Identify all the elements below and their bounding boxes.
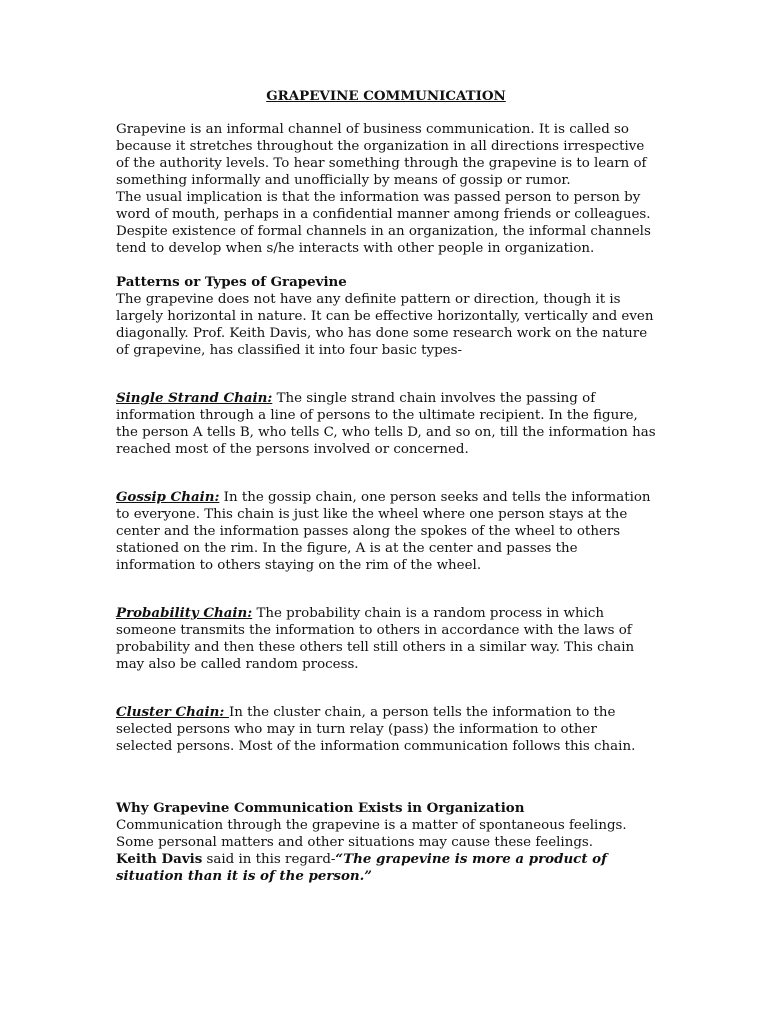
document-page (116, 88, 656, 885)
patterns-paragraph: The grapevine does not have any definite pattern or direction, though it is largely horizontal in nature. It can be effective horizontally, vertically and even diagonally. Prof. Keith Davis, who has done some research work on the nature of grapevine, has classified it into four basic types- (116, 292, 654, 358)
spacer (116, 574, 656, 605)
spacer (116, 755, 656, 800)
gossip-chain-paragraph (116, 489, 656, 574)
single-strand-text: The single strand chain involves the passing of information through a line of persons to the ultimate recipient. In the figure, the person A tells B, who tells C, who tells D, and so on, till the information has reached most of the persons involved or concerned. (116, 391, 656, 457)
spacer (116, 458, 656, 489)
quote-intro: said in this regard- (202, 852, 336, 867)
cluster-chain-paragraph (116, 704, 656, 755)
quote-text: “The grapevine is more a product of situation than it is of the person.” (116, 851, 607, 884)
why-paragraph: Communication through the grapevine is a matter of spontaneous feelings. Some personal matters and other situations may cause these feelings. (116, 818, 627, 850)
quote-author: Keith Davis (116, 851, 203, 867)
probability-chain-term: Probability Chain: (116, 605, 253, 621)
spacer (116, 257, 656, 274)
gossip-chain-text: In the gossip chain, one person seeks and tells the information to everyone. This chain is just like the wheel where one person stays at the center and the information passes along the spokes of the wheel to others stationed on the rim. In the figure, A is at the center and passes the information to others staying on the rim of the wheel. (116, 490, 651, 573)
probability-chain-text: The probability chain is a random process in which someone transmits the information to others in accordance with the laws of probability and then these others tell still others in a similar way. This chain may also be called random process. (116, 606, 635, 672)
single-strand-paragraph (116, 390, 656, 458)
single-strand-term: Single Strand Chain: (116, 390, 273, 406)
patterns-heading: Patterns or Types of Grapevine (116, 274, 347, 290)
spacer (116, 359, 656, 390)
intro-paragraph-2: The usual implication is that the information was passed person to person by word of mouth, perhaps in a confidential manner among friends or colleagues. (116, 190, 651, 222)
cluster-chain-term: Cluster Chain: (116, 704, 229, 720)
gossip-chain-term: Gossip Chain: (116, 489, 220, 505)
keith-davis-quote-paragraph (116, 851, 656, 885)
why-heading: Why Grapevine Communication Exists in Organization (116, 800, 525, 816)
intro-paragraph-1: Grapevine is an informal channel of business communication. It is called so because it stretches throughout the organization in all directions irrespective of the authority levels. To hear something through the grapevine is to learn of something informally and unofficially by means of gossip or rumor. (116, 122, 647, 188)
cluster-chain-text: In the cluster chain, a person tells the information to the selected persons who may in turn relay (pass) the information to other selected persons. Most of the information communication follows this chain. (116, 705, 636, 754)
spacer (116, 673, 656, 704)
document-title: GRAPEVINE COMMUNICATION (266, 88, 506, 104)
probability-chain-paragraph (116, 605, 656, 673)
intro-paragraph-3: Despite existence of formal channels in an organization, the informal channels tend to develop when s/he interacts with other people in organization. (116, 224, 651, 256)
